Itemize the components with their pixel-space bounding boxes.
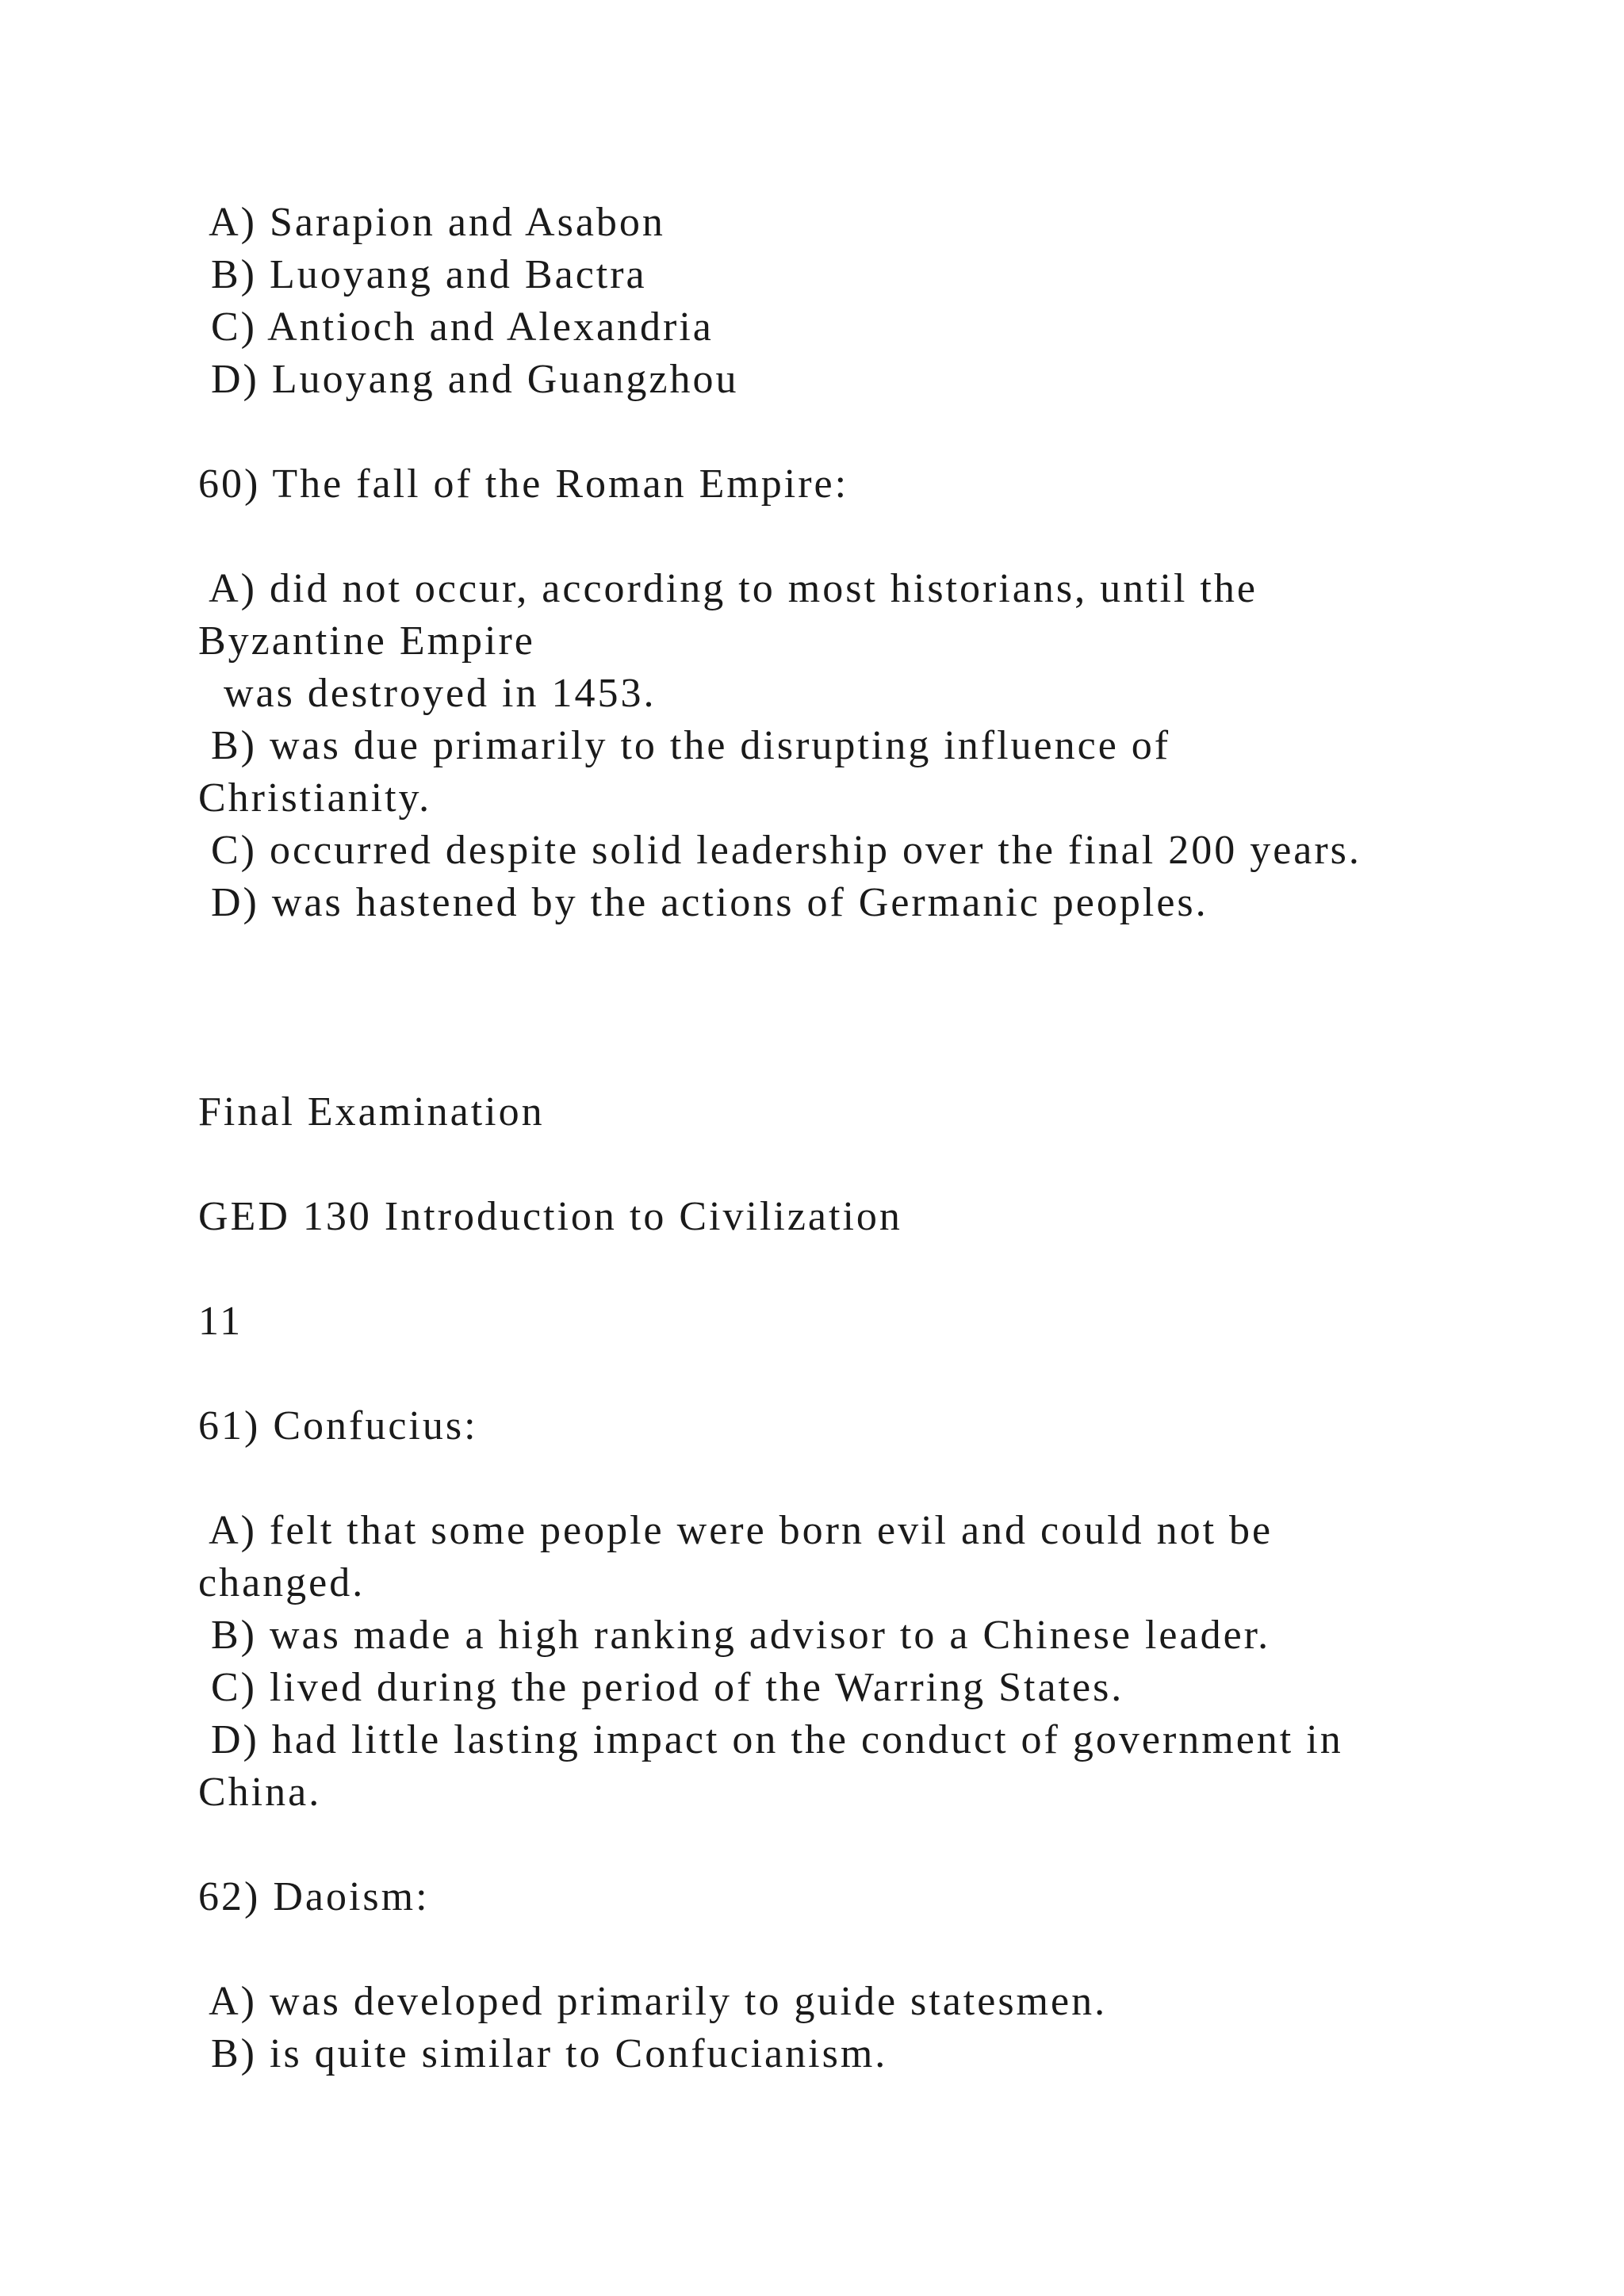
q60-option-a-line2: Byzantine Empire: [198, 618, 535, 664]
exam-title: Final Examination: [198, 1089, 545, 1135]
q59-option-d: D) Luoyang and Guangzhou: [198, 357, 739, 402]
q62-option-b: B) is quite similar to Confucianism.: [198, 2031, 888, 2076]
q60-option-d: D) was hastened by the actions of Germanic peoples.: [198, 880, 1208, 925]
page-number: 11: [198, 1299, 243, 1344]
q61-option-c: C) lived during the period of the Warring States.: [198, 1665, 1124, 1710]
q61-option-b: B) was made a high ranking advisor to a Chinese leader.: [198, 1613, 1271, 1658]
q59-option-c: C) Antioch and Alexandria: [198, 304, 714, 350]
q62-option-a: A) was developed primarily to guide statesmen.: [198, 1979, 1108, 2024]
q61-option-a-line1: A) felt that some people were born evil and could not be: [198, 1508, 1274, 1553]
q61-option-d-line2: China.: [198, 1770, 322, 1815]
q61-option-d-line1: D) had little lasting impact on the conduct of government in: [198, 1717, 1343, 1762]
q60-option-c: C) occurred despite solid leadership over the final 200 years.: [198, 828, 1362, 873]
q60-option-b-line2: Christianity.: [198, 775, 432, 821]
course-title: GED 130 Introduction to Civilization: [198, 1194, 902, 1239]
q60-option-a-line1: A) did not occur, according to most historians, until the: [198, 566, 1258, 611]
q59-option-a: A) Sarapion and Asabon: [198, 200, 665, 245]
q61-option-a-line2: changed.: [198, 1560, 366, 1605]
q62-question: 62) Daoism:: [198, 1874, 430, 1919]
q60-option-b-line1: B) was due primarily to the disrupting influence of: [198, 723, 1171, 768]
q60-option-a-line3: was destroyed in 1453.: [198, 671, 657, 716]
q61-question: 61) Confucius:: [198, 1403, 478, 1448]
q59-option-b: B) Luoyang and Bactra: [198, 252, 647, 297]
q60-question: 60) The fall of the Roman Empire:: [198, 461, 849, 507]
